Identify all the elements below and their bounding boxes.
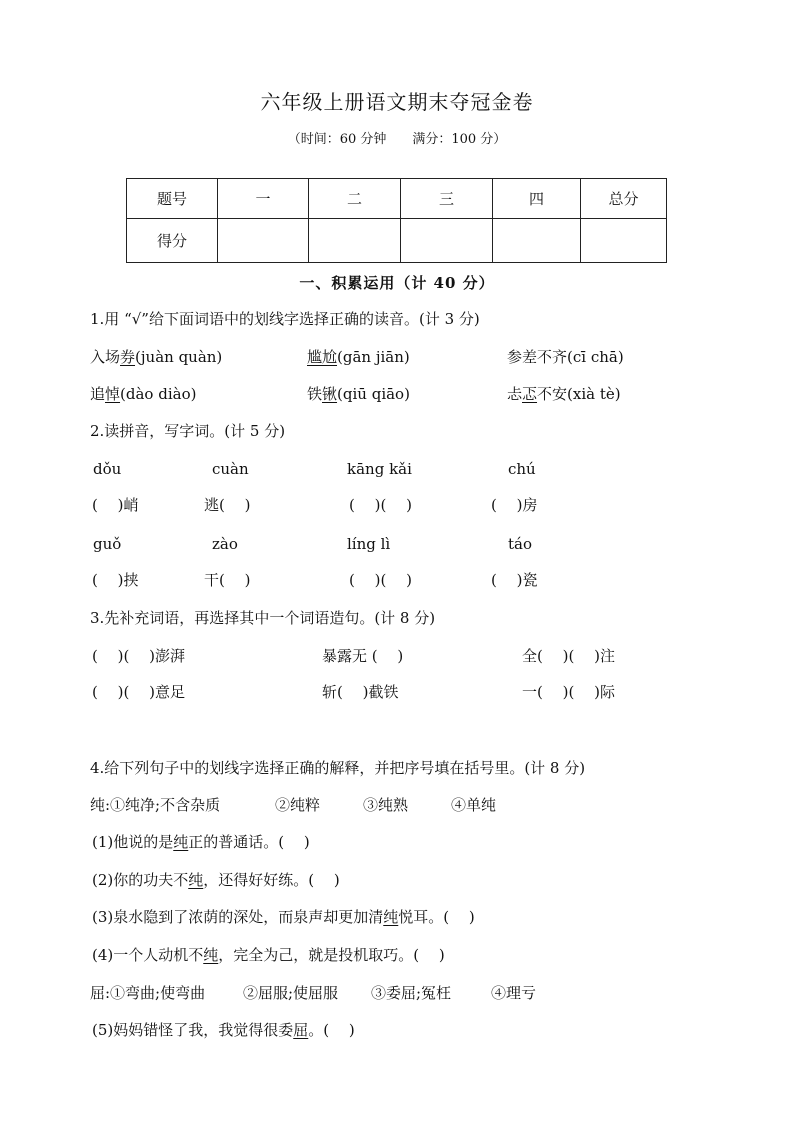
- q2-pinyin: táo: [508, 535, 533, 553]
- q4-sentence: [92, 945, 445, 965]
- sentence-text: (2)你的功夫不: [92, 871, 189, 889]
- q4-sentence: [92, 870, 340, 890]
- q1-item: [307, 347, 410, 367]
- q4-definition: ④理亏: [491, 984, 537, 1002]
- q1-item-pinyin: (gān jiān): [337, 348, 410, 366]
- q1-underlined-char: 券: [120, 348, 136, 366]
- q2-answer-blank[interactable]: ( )挟: [92, 571, 139, 589]
- q1-item-pinyin: (cī chā): [567, 348, 624, 366]
- question-4-prompt: 4.给下列句子中的划线字选择正确的解释，并把序号填在括号里。(计 8 分): [90, 759, 586, 777]
- q1-item-pinyin: 不安(xià tè): [537, 385, 621, 403]
- q4-sentence: [92, 1020, 355, 1040]
- q1-item-text: 铁: [307, 385, 323, 403]
- score-row-label: 得分: [127, 219, 218, 263]
- sentence-text: (3)泉水隐到了浓荫的深处，而泉声却更加清: [92, 908, 384, 926]
- q4-definition: ④单纯: [451, 796, 497, 814]
- sentence-text: (1)他说的是: [92, 833, 174, 851]
- score-cell[interactable]: [309, 219, 401, 263]
- q1-item: [90, 384, 196, 404]
- q2-answer-blank[interactable]: ( )( ): [349, 571, 412, 589]
- sentence-answer[interactable]: 悦耳。( ): [398, 908, 475, 926]
- q2-pinyin: zào: [212, 535, 238, 553]
- question-3-prompt: 3.先补充词语，再选择其中一个词语造句。(计 8 分): [90, 609, 436, 627]
- exam-info: （时间：60 分钟 满分：100 分）: [287, 132, 507, 147]
- sentence-text: (4)一个人动机不: [92, 946, 204, 964]
- q1-underlined-char: 悼: [105, 385, 121, 403]
- score-table-header-cell: 二: [309, 179, 401, 219]
- q2-answer-blank[interactable]: ( )瓷: [491, 571, 538, 589]
- q4-underlined-char: 纯: [383, 908, 399, 926]
- q1-item-text: 参差不齐: [507, 348, 568, 366]
- q4-definition: ③委屈;冤枉: [371, 984, 452, 1002]
- q1-underlined-char: 忑: [522, 385, 538, 403]
- q1-item: [90, 347, 222, 367]
- q2-answer-blank[interactable]: ( )( ): [349, 496, 412, 514]
- q4-definition: 屈:①弯曲;使弯曲: [90, 984, 206, 1002]
- q1-underlined-char: 尴尬: [307, 348, 338, 366]
- q4-underlined-char: 纯: [173, 833, 189, 851]
- q4-definition: 纯:①纯净;不含杂质: [90, 796, 221, 814]
- q4-underlined-char: 纯: [203, 946, 219, 964]
- q2-answer-blank[interactable]: ( )房: [491, 496, 538, 514]
- q2-pinyin: guǒ: [93, 535, 122, 553]
- q4-underlined-char: 屈: [293, 1021, 309, 1039]
- q1-item: [307, 384, 410, 404]
- q4-sentence: [92, 832, 310, 852]
- section-heading: 一、积累运用（计 40 分）: [299, 274, 495, 292]
- q3-idiom-blank[interactable]: 全( )( )注: [522, 647, 615, 665]
- q4-underlined-char: 纯: [188, 871, 204, 889]
- q3-idiom-blank[interactable]: ( )( )意足: [92, 683, 185, 701]
- score-cell[interactable]: [401, 219, 493, 263]
- q3-idiom-blank[interactable]: 一( )( )际: [522, 683, 615, 701]
- q2-answer-blank[interactable]: ( )峭: [92, 496, 139, 514]
- q4-definition: ②纯粹: [275, 796, 321, 814]
- q1-item-pinyin: (dào diào): [120, 385, 197, 403]
- q1-item-pinyin: (juàn quàn): [135, 348, 223, 366]
- q1-underlined-char: 锹: [322, 385, 338, 403]
- score-cell[interactable]: [581, 219, 667, 263]
- sentence-answer[interactable]: ，还得好好练。( ): [203, 871, 340, 889]
- question-1-prompt: 1.用 “√”给下面词语中的划线字选择正确的读音。(计 3 分): [90, 310, 480, 328]
- q2-pinyin: dǒu: [93, 460, 122, 478]
- page-title: 六年级上册语文期末夺冠金卷: [260, 90, 534, 114]
- score-cell[interactable]: [493, 219, 581, 263]
- q2-pinyin: kāng kǎi: [347, 460, 412, 478]
- q1-item-pinyin: (qiū qiāo): [337, 385, 410, 403]
- q1-item: [507, 347, 624, 367]
- q3-idiom-blank[interactable]: 斩( )截铁: [322, 683, 399, 701]
- q1-item-text: 追: [90, 385, 106, 403]
- q4-sentence: [92, 907, 475, 927]
- sentence-answer[interactable]: 正的普通话。( ): [188, 833, 310, 851]
- q2-pinyin: cuàn: [212, 460, 249, 478]
- score-cell[interactable]: [218, 219, 309, 263]
- sentence-answer[interactable]: 。( ): [308, 1021, 355, 1039]
- score-table-header-cell: 一: [218, 179, 309, 219]
- q2-pinyin: chú: [508, 460, 536, 478]
- question-2-prompt: 2.读拼音，写字词。(计 5 分): [90, 422, 286, 440]
- sentence-text: (5)妈妈错怪了我，我觉得很委: [92, 1021, 294, 1039]
- q2-pinyin: líng lì: [347, 535, 391, 553]
- q1-item-text: 忐: [507, 385, 523, 403]
- score-table: [126, 178, 667, 263]
- q3-idiom-blank[interactable]: ( )( )澎湃: [92, 647, 185, 665]
- score-table-score-row: [127, 219, 667, 263]
- score-table-header-cell: 总分: [581, 179, 667, 219]
- q3-idiom-blank[interactable]: 暴露无 ( ): [322, 647, 404, 665]
- q1-item: [507, 384, 621, 404]
- q2-answer-blank[interactable]: 干( ): [204, 571, 251, 589]
- score-table-header-cell: 四: [493, 179, 581, 219]
- q1-item-text: 入场: [90, 348, 121, 366]
- score-table-header-row: [127, 179, 667, 219]
- sentence-answer[interactable]: ，完全为己，就是投机取巧。( ): [218, 946, 445, 964]
- q2-answer-blank[interactable]: 逃( ): [204, 496, 251, 514]
- q4-definition: ③纯熟: [363, 796, 409, 814]
- score-table-header-cell: 三: [401, 179, 493, 219]
- q4-definition: ②屈服;使屈服: [243, 984, 339, 1002]
- score-table-header-cell: 题号: [127, 179, 218, 219]
